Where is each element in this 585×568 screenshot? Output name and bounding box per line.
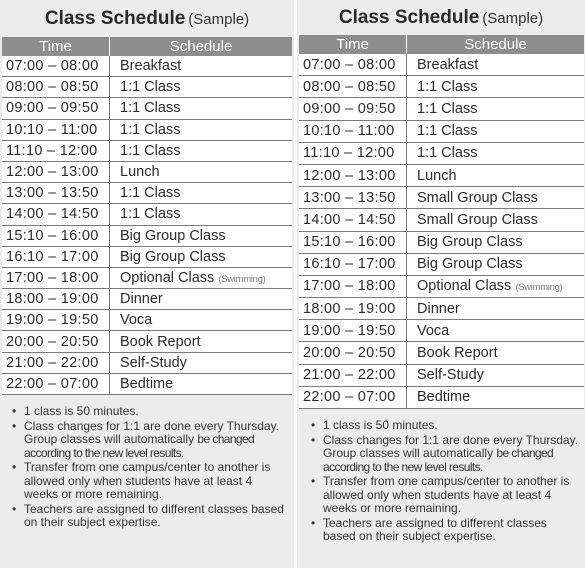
time-cell: 20:00 – 20:50: [299, 342, 407, 364]
schedule-cell: [407, 209, 585, 231]
table-row: [2, 183, 292, 204]
bullet-icon: •: [12, 418, 17, 433]
list-item: [311, 517, 579, 544]
schedule-label: Lunch: [417, 167, 457, 184]
table-header-row: [2, 37, 292, 56]
schedule-cell: [407, 253, 585, 275]
schedule-cell: [407, 142, 585, 164]
bullet-icon: •: [311, 515, 316, 530]
table-row: [299, 209, 584, 231]
schedule-column-header: Schedule: [110, 37, 293, 56]
time-cell: 12:00 – 13:00: [299, 164, 407, 186]
schedule-label: Small Group Class: [417, 211, 538, 228]
schedule-label: Bedtime: [120, 375, 174, 392]
schedule-label: 1:1 Class: [120, 100, 181, 117]
schedule-cell: [407, 231, 585, 253]
time-cell: 15:10 – 16:00: [2, 225, 110, 246]
schedule-label: Optional Class: [120, 269, 215, 286]
schedule-rows: [299, 54, 584, 409]
time-cell: 21:00 – 22:00: [2, 352, 110, 373]
list-item: [311, 475, 579, 516]
schedule-cell: [110, 98, 293, 119]
time-cell: 07:00 – 08:00: [2, 56, 110, 77]
schedule-label: 1:1 Class: [417, 100, 478, 117]
note-text: 1 class is 50 minutes.: [24, 404, 139, 418]
schedule-cell: [407, 386, 585, 408]
table-row: [299, 54, 584, 76]
schedule-cell: [110, 289, 293, 310]
schedule-cell: [110, 161, 293, 182]
table-row: [2, 373, 292, 394]
panel-title: [297, 0, 585, 35]
schedule-cell: [110, 310, 293, 331]
schedule-label: 1:1 Class: [120, 185, 181, 202]
time-cell: 10:10 – 11:00: [299, 120, 407, 142]
time-cell: 09:00 – 09:50: [299, 98, 407, 120]
schedule-cell: [407, 187, 585, 209]
table-row: [299, 187, 584, 209]
schedule-label: Bedtime: [417, 389, 471, 406]
table-row: [2, 204, 292, 225]
time-cell: 16:10 – 17:00: [299, 253, 407, 275]
time-cell: 19:00 – 19:50: [2, 310, 110, 331]
notes-list: [12, 405, 286, 530]
schedule-label: Book Report: [120, 333, 201, 350]
schedule-cell: [110, 119, 293, 140]
schedule-label: 1:1 Class: [120, 206, 181, 223]
schedule-cell: [110, 204, 293, 225]
table-row: [299, 342, 584, 364]
schedule-cell: [110, 267, 293, 288]
time-cell: 13:00 – 13:50: [2, 183, 110, 204]
title-subtitle: (Sample): [482, 10, 544, 27]
list-item: [311, 419, 579, 433]
schedule-cell: [110, 246, 293, 267]
note-text: Transfer from one campus/center to another is allowed only when students have at least 4 weeks or more remaining.: [24, 460, 271, 501]
time-cell: 22:00 – 07:00: [2, 373, 110, 394]
time-cell: 18:00 – 19:00: [2, 289, 110, 310]
table-row: [299, 298, 584, 320]
schedule-label: Lunch: [120, 164, 160, 181]
bullet-icon: •: [311, 432, 316, 447]
table-row: [2, 225, 292, 246]
schedule-cell: [110, 140, 293, 161]
schedule-table: [299, 35, 584, 409]
table-row: [2, 352, 292, 373]
time-cell: 13:00 – 13:50: [299, 187, 407, 209]
list-item: [12, 420, 286, 461]
schedule-label: 1:1 Class: [417, 78, 478, 95]
schedule-label: 1:1 Class: [417, 145, 478, 162]
schedule-label: Self-Study: [417, 367, 484, 384]
time-cell: 10:10 – 11:00: [2, 119, 110, 140]
schedule-column-header: Schedule: [407, 35, 585, 54]
schedule-note: (Swimming): [218, 273, 266, 285]
schedule-cell: [110, 352, 293, 373]
right-schedule-panel: [297, 0, 585, 568]
note-text: Teachers are assigned to different classes based on their subject expertise.: [323, 515, 547, 543]
table-row: [2, 246, 292, 267]
schedule-cell: [407, 76, 585, 98]
table-row: [299, 231, 584, 253]
schedule-label: Self-Study: [120, 354, 187, 371]
schedule-label: 1:1 Class: [120, 79, 181, 96]
schedule-label: Breakfast: [417, 56, 479, 73]
table-row: [299, 320, 584, 342]
time-cell: 21:00 – 22:00: [299, 364, 407, 386]
schedule-cell: [110, 77, 293, 98]
time-cell: 08:00 – 08:50: [2, 77, 110, 98]
table-row: [299, 76, 584, 98]
schedule-label: Small Group Class: [417, 189, 538, 206]
table-row: [2, 56, 292, 77]
time-cell: 14:00 – 14:50: [2, 204, 110, 225]
schedule-label: Voca: [120, 312, 153, 329]
time-cell: 08:00 – 08:50: [299, 76, 407, 98]
schedule-rows: [2, 56, 292, 395]
schedule-table: [2, 37, 292, 395]
schedule-cell: [110, 183, 293, 204]
schedule-label: 1:1 Class: [417, 123, 478, 140]
table-row: [299, 120, 584, 142]
table-row: [2, 267, 292, 288]
table-row: [2, 98, 292, 119]
time-column-header: Time: [2, 37, 110, 56]
list-item: [12, 405, 286, 419]
schedule-cell: [407, 298, 585, 320]
table-row: [299, 386, 584, 408]
schedule-label: Big Group Class: [417, 234, 523, 251]
time-cell: 15:10 – 16:00: [299, 231, 407, 253]
schedule-label: Big Group Class: [417, 256, 523, 273]
schedule-cell: [110, 331, 293, 352]
schedule-label: Dinner: [417, 300, 460, 317]
time-cell: 22:00 – 07:00: [299, 386, 407, 408]
table-row: [299, 275, 584, 297]
table-row: [299, 164, 584, 186]
table-row: [2, 77, 292, 98]
schedule-label: Big Group Class: [120, 248, 226, 265]
time-cell: 11:10 – 12:00: [299, 142, 407, 164]
time-cell: 14:00 – 14:50: [299, 209, 407, 231]
time-cell: 12:00 – 13:00: [2, 161, 110, 182]
table-row: [2, 331, 292, 352]
schedule-label: 1:1 Class: [120, 142, 181, 159]
time-cell: 19:00 – 19:50: [299, 320, 407, 342]
time-cell: 11:10 – 12:00: [2, 140, 110, 161]
note-text: Class changes for 1:1 are done every Thursday. Group classes will automatically: [323, 432, 579, 460]
list-item: [12, 461, 286, 502]
table-row: [299, 98, 584, 120]
title-text: Class Schedule: [338, 7, 480, 28]
time-cell: 17:00 – 18:00: [299, 275, 407, 297]
schedule-label: Big Group Class: [120, 227, 226, 244]
schedule-label: Dinner: [120, 291, 163, 308]
notes-list: [311, 419, 579, 544]
time-cell: 16:10 – 17:00: [2, 246, 110, 267]
time-cell: 18:00 – 19:00: [299, 298, 407, 320]
time-cell: 17:00 – 18:00: [2, 267, 110, 288]
time-cell: 09:00 – 09:50: [2, 98, 110, 119]
table-row: [299, 142, 584, 164]
schedule-cell: [407, 364, 585, 386]
schedule-cell: [407, 98, 585, 120]
schedule-cell: [407, 320, 585, 342]
schedule-label: Optional Class: [417, 278, 512, 295]
schedule-cell: [407, 54, 585, 76]
bullet-icon: •: [311, 474, 316, 488]
schedule-cell: [110, 56, 293, 77]
schedule-cell: [407, 342, 585, 364]
bullet-icon: •: [12, 404, 17, 418]
bullet-icon: •: [12, 460, 17, 474]
note-text-condensed: be changed according to the new level results.: [323, 446, 554, 474]
title-subtitle: (Sample): [188, 11, 250, 28]
schedule-label: Book Report: [417, 345, 498, 362]
schedule-cell: [407, 164, 585, 186]
list-item: [311, 434, 579, 475]
note-text-condensed: be changed according to the new level results.: [24, 432, 255, 460]
schedule-cell: [110, 225, 293, 246]
table-row: [2, 140, 292, 161]
table-row: [2, 161, 292, 182]
bullet-icon: •: [311, 418, 316, 432]
schedule-cell: [110, 373, 293, 394]
table-row: [2, 119, 292, 140]
time-cell: 20:00 – 20:50: [2, 331, 110, 352]
schedule-label: Breakfast: [120, 58, 182, 75]
schedule-cell: [407, 120, 585, 142]
note-text: 1 class is 50 minutes.: [323, 418, 438, 432]
schedule-note: (Swimming): [515, 282, 563, 294]
schedule-label: 1:1 Class: [120, 121, 181, 138]
note-text: Class changes for 1:1 are done every Thursday. Group classes will automatically: [24, 418, 280, 446]
title-text: Class Schedule: [44, 8, 186, 29]
table-row: [2, 289, 292, 310]
list-item: [12, 503, 286, 530]
note-text: Transfer from one campus/center to another is allowed only when students have at least 4 weeks or more remaining.: [323, 474, 570, 515]
table-row: [299, 364, 584, 386]
bullet-icon: •: [12, 501, 17, 516]
table-row: [2, 310, 292, 331]
panel-title: [0, 0, 294, 37]
note-text: Teachers are assigned to different classes based on their subject expertise.: [24, 501, 284, 529]
table-header-row: [299, 35, 584, 54]
time-cell: 07:00 – 08:00: [299, 54, 407, 76]
table-row: [299, 253, 584, 275]
schedule-label: Voca: [417, 322, 450, 339]
schedule-cell: [407, 275, 585, 297]
time-column-header: Time: [299, 35, 407, 54]
